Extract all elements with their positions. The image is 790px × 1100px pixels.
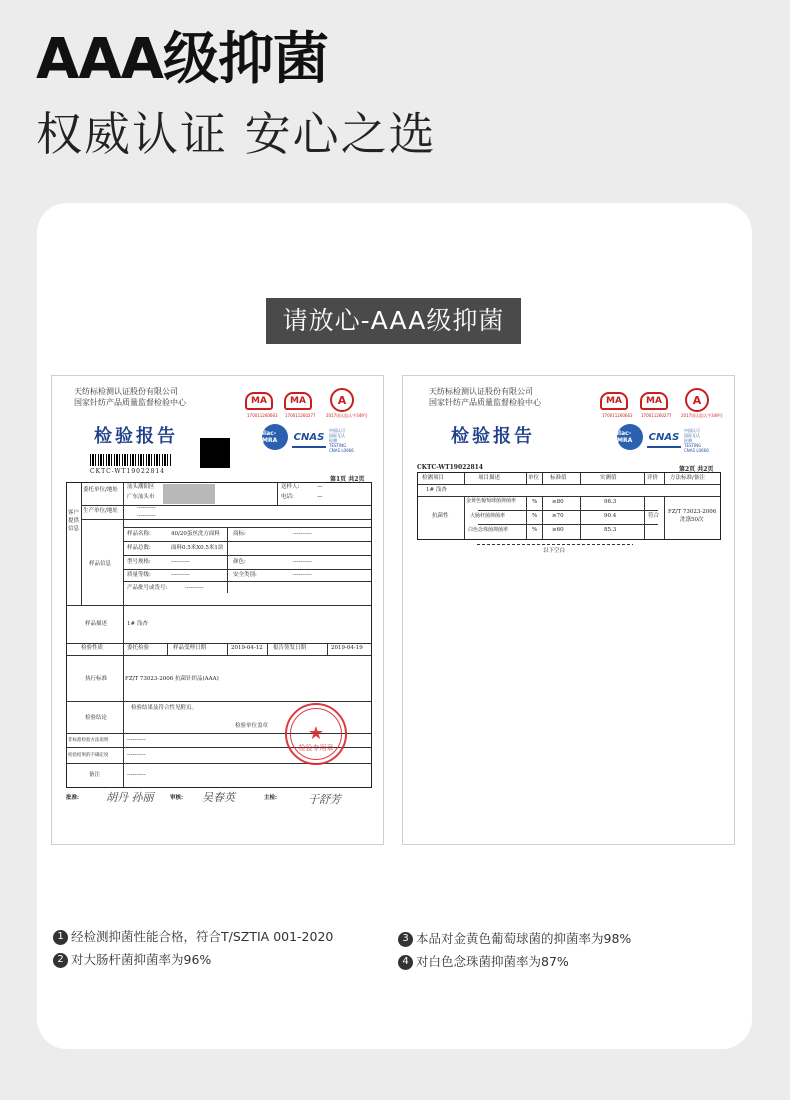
redacted-block [163, 484, 215, 504]
remark-value: ---------- [127, 772, 146, 778]
test-item: 抗菌性 [432, 513, 449, 519]
standard-label: 执行标准 [85, 676, 108, 682]
report-number: CKTC-WT19022814 [90, 468, 166, 475]
test-unit: % [532, 499, 538, 505]
client-value: 广东汕头市 [127, 494, 155, 500]
blank-below-note: 以下空白 [543, 548, 566, 554]
date-received-value: 2019-04-12 [231, 645, 263, 651]
test-unit: % [532, 527, 538, 533]
model-value: ---------- [171, 559, 190, 565]
hero-title: AAA级抑菌 [36, 27, 329, 92]
batch-value: ---------- [185, 585, 204, 591]
ilac-mra-logo-icon: ilac-MRA [262, 424, 288, 450]
sample-id: 1# 浅杏 [426, 487, 447, 493]
note-text: 本品对金黄色葡萄球菌的抑菌率为98% [416, 931, 632, 946]
test-name: 大肠杆菌抑菌率 [470, 513, 506, 519]
col-header: 项目描述 [478, 475, 501, 481]
report-number: CKTC-WT19022814 [417, 464, 483, 471]
batch-label: 产品批号或货号: [127, 585, 168, 591]
method-value: 委托检验 [127, 645, 150, 651]
sender-value: — [317, 484, 323, 490]
test-value: 85.3 [604, 527, 617, 533]
banner-label: 请放心-AAA级抑菌 [266, 298, 521, 344]
test-method: FZ/T 73023-2006 [668, 509, 717, 515]
test-method-note: 洗涤50次 [680, 517, 704, 523]
date-received-label: 样品受理日期 [173, 645, 207, 651]
report-form-table [66, 482, 372, 788]
cma-logo-icon: MA [600, 392, 628, 410]
page-number: 第1页 共2页 [330, 476, 365, 483]
test-name: 白色念珠菌抑菌率 [468, 527, 509, 533]
review-label: 审核: [170, 795, 184, 801]
conclusion-value: 检验结果及符合性见附页。 [131, 705, 198, 711]
date-issued-label: 报告签发日期 [273, 645, 307, 651]
method-label: 检验性质 [81, 645, 104, 651]
standard-value: FZ/T 73023-2006 抗菌针织品(AAA) [125, 676, 219, 682]
desc-value: 1# 浅杏 [127, 621, 148, 627]
col-header: 实测值 [600, 475, 617, 481]
test-result: 符合 [648, 513, 660, 519]
reviewer-signature: 吴春英 [202, 791, 235, 804]
brand-value: ---------- [293, 531, 312, 537]
date-issued-value: 2019-04-19 [331, 645, 363, 651]
safety-label: 安全类别: [233, 572, 257, 578]
grade-value: ---------- [171, 572, 190, 578]
note-item [53, 952, 211, 968]
page-number: 第2页 共2页 [679, 466, 714, 473]
cnas-logo-icon: CNAS [292, 428, 326, 448]
report-page-2: 天纺标检测认证股份有限公司 国家针纺产品质量监督检验中心 MA MA A 170011260663 170011260277 2017国认监认字349号 检验报告 ilac-MRA CNAS 中国认可 国际互认 检测 TESTING CNAS L0666 CKTC-WT19022814 第2页 共2页 检测项目 项目描述 单位 标准值 实测值 评价 方法标准/备注 1# 浅杏 抗菌性 金黄色葡萄球菌抑菌率 % ≥80 96.3 大肠杆菌抑菌率 % ≥70 90.4 白色念珠菌抑菌率 % ≥60 85.3 符合 FZ/T 73023-2006 洗涤50次 以下空白 [402, 375, 735, 845]
ilac-mra-logo-icon: ilac-MRA [617, 424, 643, 450]
number-badge-icon: 4 [398, 955, 413, 970]
note-item [398, 954, 569, 970]
safety-value: ---------- [293, 572, 312, 578]
number-badge-icon: 1 [53, 930, 68, 945]
report-page-1: 天纺标检测认证股份有限公司 国家针纺产品质量监督检验中心 MA MA A 170011260663 170011260277 2017国认监认字349号 检验报告 ilac-MRA CNAS 中国认可 国际互认 检测 TESTING CNAS L0666 CKTC-WT19022814 第1页 共2页 客户提供信息 委托单位/地址 汕头潮阳区 广东汕头市 送样人: — 电话: — 生产单位/地址 ---------- ---------- 样品信息 样品名称: 40/20蛋丝洗方面料 商标: ---------- 样品总数: 面料0.5米X0.5米1块 型号规格: ---------- 颜色: ---------- 质量等级: ---------- 安全类别: ---------- 产品批号或货号: ---------- 样品描述 1# 浅杏 检验性质 委托检验 样品受理日期 2019-04-12 报告签发日期 2019-04-19 执行标准 FZ/T 73023-2006 抗菌针织品(AAA) 检验结论 检验结果及符合性见附页。 检验单位盖章 非标准检验方法说明 ---------- 检验结果的不确定度 ---------- 备注 ---------- ★ 检验专用章 批准: 胡丹 孙丽 审核: 吴春英 主检: 于舒芳 [51, 375, 384, 845]
maker-value: ---------- [137, 513, 156, 519]
approve-label: 批准: [66, 795, 80, 801]
phone-value: — [317, 494, 323, 500]
color-value: ---------- [293, 559, 312, 565]
center-name: 国家针纺产品质量监督检验中心 [429, 398, 541, 407]
main-inspector-label: 主检: [264, 795, 278, 801]
qr-code-redacted [200, 438, 230, 468]
cnas-logo-icon: CNAS [647, 428, 681, 448]
client-info-side-label: 客户提供信息 [68, 510, 80, 532]
uncertainty-value: ---------- [127, 752, 146, 758]
barcode-icon [90, 454, 172, 466]
test-standard: ≥80 [552, 499, 564, 505]
note-item [398, 931, 631, 947]
sample-info-label: 样品信息 [89, 561, 112, 567]
test-unit: % [532, 513, 538, 519]
seal-note: 检验单位盖章 [235, 723, 269, 729]
cal-logo-icon: A [330, 388, 354, 412]
col-header: 评价 [647, 475, 659, 481]
cal-logo-icon: A [685, 388, 709, 412]
center-name: 国家针纺产品质量监督检验中心 [74, 398, 186, 407]
maker-value: ---------- [137, 505, 156, 511]
test-value: 96.3 [604, 499, 617, 505]
report-title: 检验报告 [94, 426, 178, 447]
note-text: 对大肠杆菌抑菌率为96% [71, 952, 212, 967]
note-text: 经检测抑菌性能合格，符合T/SZTIA 001-2020 [71, 929, 334, 944]
company-name: 天纺标检测认证股份有限公司 [74, 387, 178, 396]
seal-text: 检验专用章 [298, 744, 334, 752]
sample-name-label: 样品名称: [127, 531, 151, 537]
sample-total-label: 样品总数: [127, 545, 151, 551]
report-title: 检验报告 [451, 426, 535, 447]
results-table [417, 472, 721, 540]
col-header: 检测项目 [422, 475, 445, 481]
nonstd-label: 非标准检验方法说明 [68, 738, 109, 743]
client-value: 汕头潮阳区 [127, 484, 155, 490]
brand-label: 商标: [233, 531, 246, 537]
official-seal-icon: ★ 检验专用章 [285, 703, 347, 765]
test-name: 金黄色葡萄球菌抑菌率 [466, 498, 517, 504]
sample-name-value: 40/20蛋丝洗方面料 [171, 531, 220, 537]
maker-label: 生产单位/地址 [83, 508, 118, 514]
desc-label: 样品描述 [85, 621, 108, 627]
cma-logo-icon: MA [640, 392, 668, 410]
uncertainty-label: 检验结果的不确定度 [68, 753, 109, 758]
test-standard: ≥70 [552, 513, 564, 519]
cma-logo-icon: MA [245, 392, 273, 410]
col-header: 方法标准/备注 [670, 475, 705, 481]
conclusion-label: 检验结论 [85, 715, 108, 721]
model-label: 型号规格: [127, 559, 151, 565]
phone-label: 电话: [281, 494, 294, 500]
col-header: 标准值 [550, 475, 567, 481]
nonstd-value: ---------- [127, 737, 146, 743]
sender-label: 送样人: [281, 484, 300, 490]
client-label: 委托单位/地址 [83, 487, 118, 493]
col-header: 单位 [528, 475, 540, 481]
note-item [53, 929, 333, 945]
approver-signature: 胡丹 孙丽 [106, 791, 154, 804]
number-badge-icon: 2 [53, 953, 68, 968]
remark-label: 备注 [89, 772, 101, 778]
sample-total-value: 面料0.5米X0.5米1块 [171, 545, 224, 551]
color-label: 颜色: [233, 559, 246, 565]
note-text: 对白色念珠菌抑菌率为87% [416, 954, 569, 969]
hero-subtitle: 权威认证 安心之选 [36, 107, 437, 161]
cma-logo-icon: MA [284, 392, 312, 410]
test-value: 90.4 [604, 513, 617, 519]
main-inspector-signature: 于舒芳 [308, 793, 341, 806]
number-badge-icon: 3 [398, 932, 413, 947]
company-name: 天纺标检测认证股份有限公司 [429, 387, 533, 396]
test-standard: ≥60 [552, 527, 564, 533]
grade-label: 质量等级: [127, 572, 151, 578]
